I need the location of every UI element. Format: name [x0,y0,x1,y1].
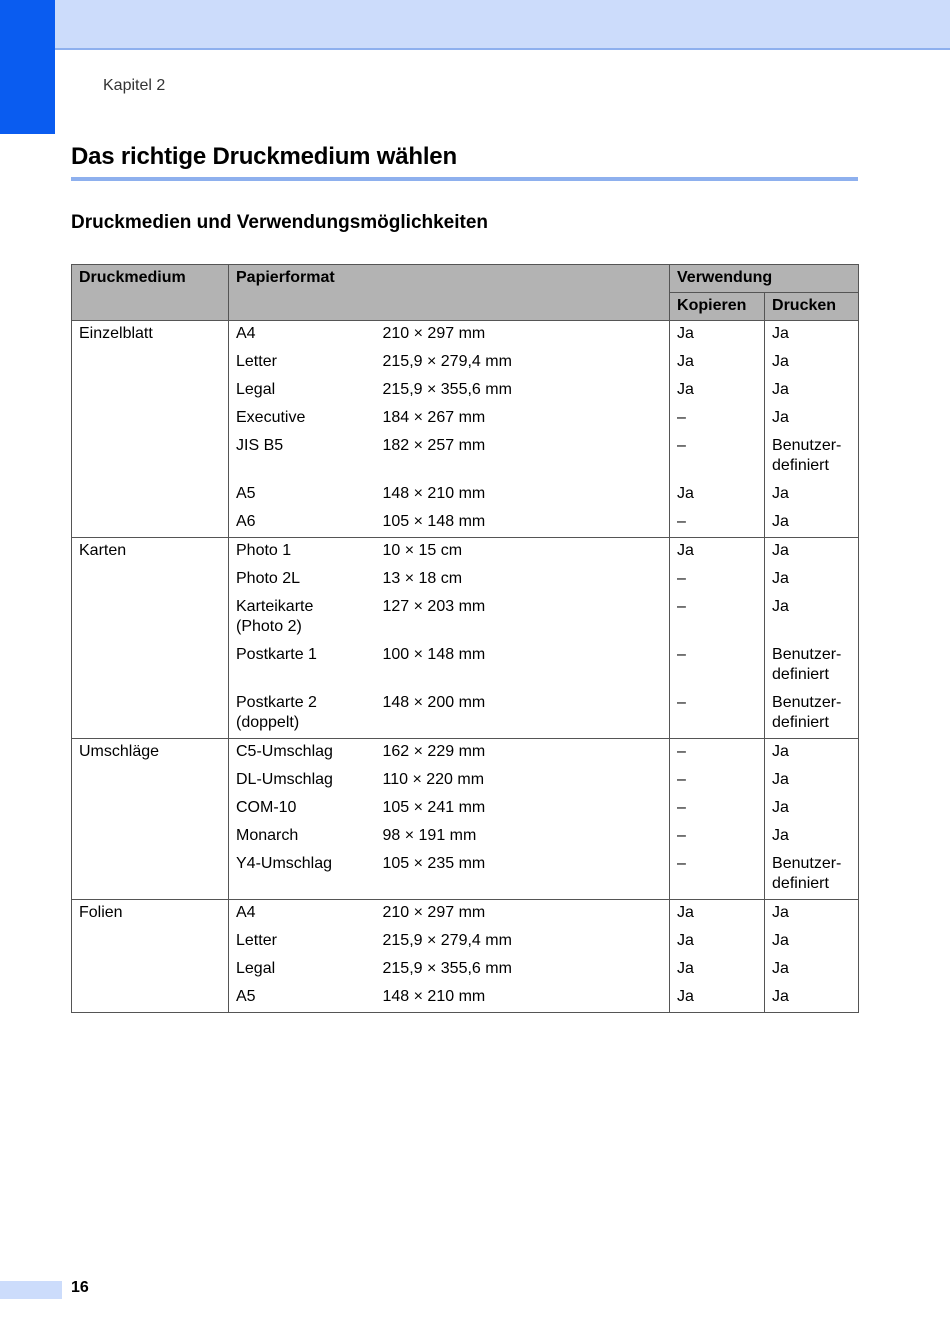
print-cell: Ja [765,349,859,377]
chapter-tab [0,0,55,134]
table-row [72,900,859,929]
copy-cell: – [670,642,765,690]
header-print: Drucken [765,293,859,321]
copy-cell: – [670,433,765,481]
format-name-cell: JIS B5 [236,437,284,454]
format-size-cell: 162 × 229 mm [376,739,670,768]
format-name-cell: A5 [229,984,376,1013]
medium-cell: Umschläge [72,739,229,900]
format-name-cell: DL-Umschlag [236,771,333,788]
copy-cell: – [670,767,765,795]
copy-cell: Ja [670,900,765,929]
format-name-cell: Postkarte 2 (doppelt) [229,690,376,739]
format-name-cell: Legal [236,381,276,398]
format-name-cell: Y4-Umschlag [229,851,376,900]
format-size-cell: 210 × 297 mm [376,321,670,350]
format-size-cell: 105 × 148 mm [376,509,670,538]
format-name-cell: Letter [236,932,277,949]
copy-cell: – [670,405,765,433]
print-cell: Ja [765,767,859,795]
chapter-label: Kapitel 2 [103,77,166,94]
format-size-cell: 215,9 × 279,4 mm [376,928,670,956]
print-cell: Ja [765,795,859,823]
media-table [71,264,859,1013]
copy-cell: Ja [670,321,765,350]
print-cell: Ja [765,538,859,567]
format-name-cell: Executive [236,409,306,426]
format-name-cell: Letter [236,353,277,370]
copy-cell: Ja [670,538,765,567]
section-title: Druckmedien und Verwendungsmöglichkeiten [71,212,489,233]
page-title: Das richtige Druckmedium wählen [71,143,457,170]
copy-cell: Ja [670,984,765,1013]
copy-cell: – [670,823,765,851]
copy-cell: – [670,690,765,739]
print-cell: Ja [765,321,859,350]
copy-cell: Ja [670,349,765,377]
format-size-cell: 182 × 257 mm [376,433,670,481]
format-name-cell: A4 [236,904,256,921]
medium-cell: Karten [72,538,229,739]
format-size-cell: 148 × 200 mm [376,690,670,739]
copy-cell: – [670,851,765,900]
print-cell: Ja [765,823,859,851]
format-size-cell: 215,9 × 279,4 mm [376,349,670,377]
medium-cell: Folien [72,900,229,1013]
format-size-cell: 110 × 220 mm [376,767,670,795]
copy-cell: Ja [670,928,765,956]
format-name-cell: Karteikarte (Photo 2) [236,598,314,635]
copy-cell: – [670,594,765,642]
format-size-cell: 210 × 297 mm [376,900,670,929]
print-cell: Ja [765,405,859,433]
format-size-cell: 100 × 148 mm [376,642,670,690]
format-size-cell: 98 × 191 mm [376,823,670,851]
format-name-cell: COM-10 [236,799,297,816]
table-body [72,321,859,1013]
format-size-cell: 148 × 210 mm [376,984,670,1013]
title-rule [71,177,858,181]
format-size-cell: 215,9 × 355,6 mm [376,956,670,984]
page-number: 16 [71,1279,89,1296]
format-name-cell: Monarch [236,827,299,844]
copy-cell: Ja [670,377,765,405]
footer-band [0,1281,62,1299]
print-cell: Ja [765,739,859,768]
print-cell: Benutzer- definiert [765,690,859,739]
format-name-cell: Photo 1 [236,542,292,559]
print-cell: Ja [765,377,859,405]
print-cell: Ja [765,481,859,509]
table-row [72,538,859,567]
format-name-cell: Postkarte 1 [236,646,317,663]
format-size-cell: 148 × 210 mm [376,481,670,509]
table-row [72,321,859,350]
copy-cell: – [670,795,765,823]
format-name-cell: Photo 2L [236,570,301,587]
format-name-cell: A6 [229,509,376,538]
print-cell: Ja [765,594,859,642]
print-cell: Ja [765,566,859,594]
format-size-cell: 215,9 × 355,6 mm [376,377,670,405]
header-copy: Kopieren [670,293,765,321]
format-name-cell: A4 [236,325,256,342]
header-band [0,0,950,50]
copy-cell: – [670,509,765,538]
copy-cell: – [670,566,765,594]
print-cell: Benutzer- definiert [765,642,859,690]
print-cell: Ja [765,956,859,984]
format-name-cell: Legal [236,960,276,977]
print-cell: Ja [765,928,859,956]
table-row [72,739,859,768]
format-size-cell: 184 × 267 mm [376,405,670,433]
format-size-cell: 13 × 18 cm [376,566,670,594]
format-size-cell: 105 × 235 mm [376,851,670,900]
medium-cell: Einzelblatt [72,321,229,538]
format-size-cell: 105 × 241 mm [376,795,670,823]
format-size-cell: 10 × 15 cm [376,538,670,567]
copy-cell: Ja [670,956,765,984]
copy-cell: – [670,739,765,768]
header-usage: Verwendung [670,265,859,293]
header-medium: Druckmedium [72,265,229,321]
print-cell: Ja [765,984,859,1013]
format-name-cell: A5 [236,485,256,502]
copy-cell: Ja [670,481,765,509]
print-cell: Benutzer- definiert [765,433,859,481]
print-cell: Ja [765,900,859,929]
print-cell: Ja [765,509,859,538]
format-name-cell: C5-Umschlag [236,743,333,760]
print-cell: Benutzer- definiert [765,851,859,900]
format-size-cell: 127 × 203 mm [376,594,670,642]
header-format: Papierformat [229,265,670,321]
